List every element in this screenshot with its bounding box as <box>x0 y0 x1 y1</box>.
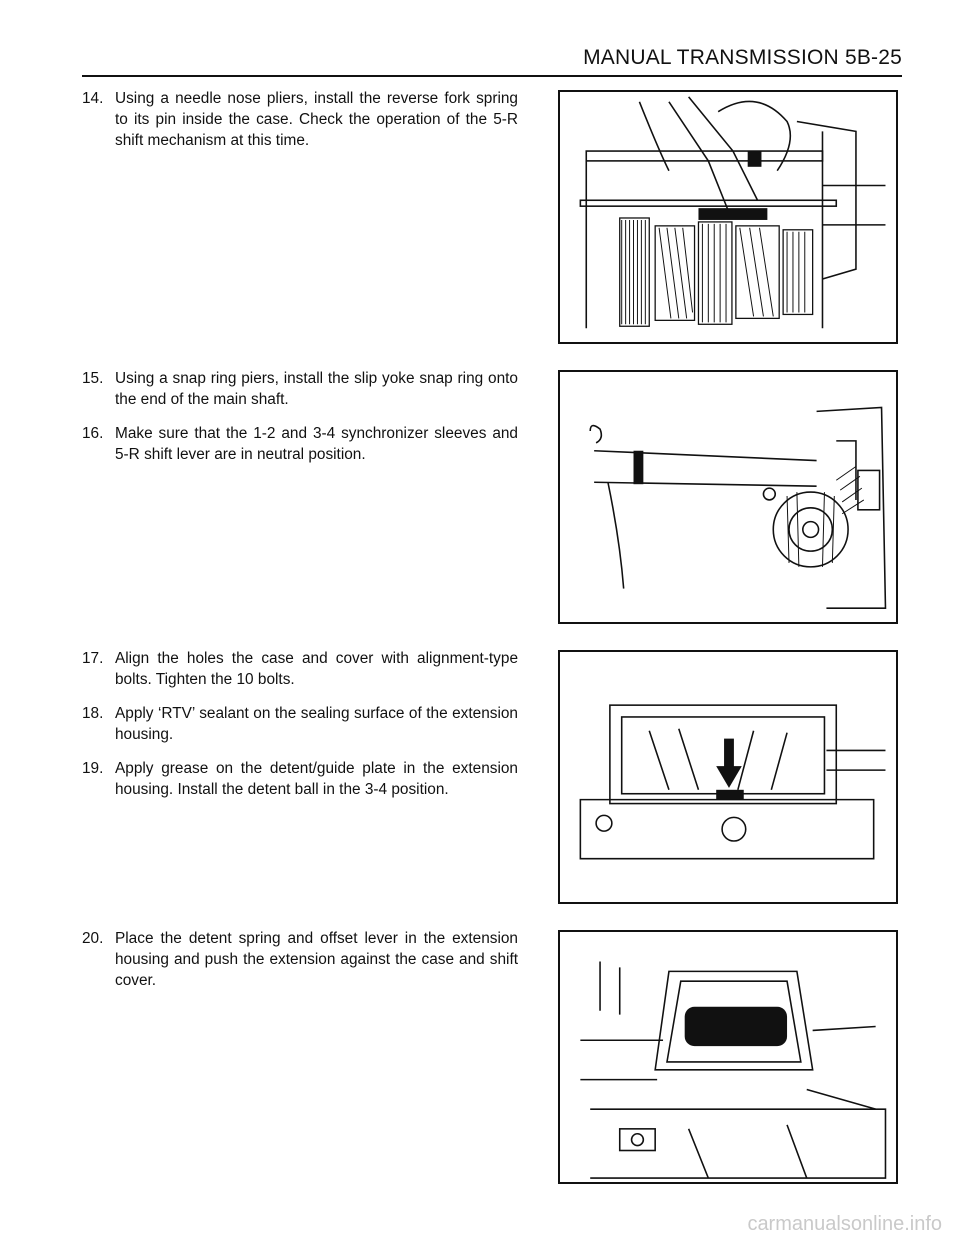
step-18 <box>82 703 518 745</box>
step-text: Place the detent spring and offset lever in the extension housing and push the extension against the case and shift cover. <box>115 930 518 989</box>
step-number: 18. <box>82 705 104 722</box>
main-shaft-illustration <box>560 372 896 622</box>
step-text: Make sure that the 1-2 and 3-4 synchronizer sleeves and 5-R shift lever are in neutral position. <box>115 425 518 463</box>
step-number: 20. <box>82 930 104 947</box>
step-text: Apply grease on the detent/guide plate in the extension housing. Install the detent ball in the 3-4 position. <box>115 760 518 798</box>
extension-housing-illustration <box>560 932 896 1182</box>
step-number: 17. <box>82 650 104 667</box>
step-group-1 <box>82 88 518 164</box>
step-text: Align the holes the case and cover with alignment-type bolts. Tighten the 10 bolts. <box>115 650 518 688</box>
step-group-4 <box>82 928 518 1004</box>
step-number: 14. <box>82 90 104 107</box>
step-19 <box>82 758 518 800</box>
step-number: 15. <box>82 370 104 387</box>
step-number: 16. <box>82 425 104 442</box>
gear-cluster-illustration <box>560 92 896 342</box>
step-20 <box>82 928 518 991</box>
figure-slip-yoke-snap-ring <box>558 370 898 624</box>
watermark: carmanualsonline.info <box>747 1213 942 1235</box>
step-16 <box>82 423 518 465</box>
header-rule <box>82 75 902 77</box>
step-17 <box>82 648 518 690</box>
figure-extension-housing <box>558 930 898 1184</box>
step-15 <box>82 368 518 410</box>
figure-case-cover-alignment <box>558 650 898 904</box>
step-14 <box>82 88 518 151</box>
figure-reverse-fork-spring <box>558 90 898 344</box>
step-text: Using a snap ring piers, install the slip yoke snap ring onto the end of the main shaft. <box>115 370 518 408</box>
page-title: MANUAL TRANSMISSION 5B-25 <box>583 46 902 69</box>
case-cover-illustration <box>560 652 896 902</box>
step-group-2 <box>82 368 518 478</box>
step-text: Apply ‘RTV’ sealant on the sealing surface of the extension housing. <box>115 705 518 743</box>
step-number: 19. <box>82 760 104 777</box>
step-text: Using a needle nose pliers, install the reverse fork spring to its pin inside the case. Check the operation of the 5-R shift mechanism at this time. <box>115 90 518 149</box>
step-group-3 <box>82 648 518 813</box>
